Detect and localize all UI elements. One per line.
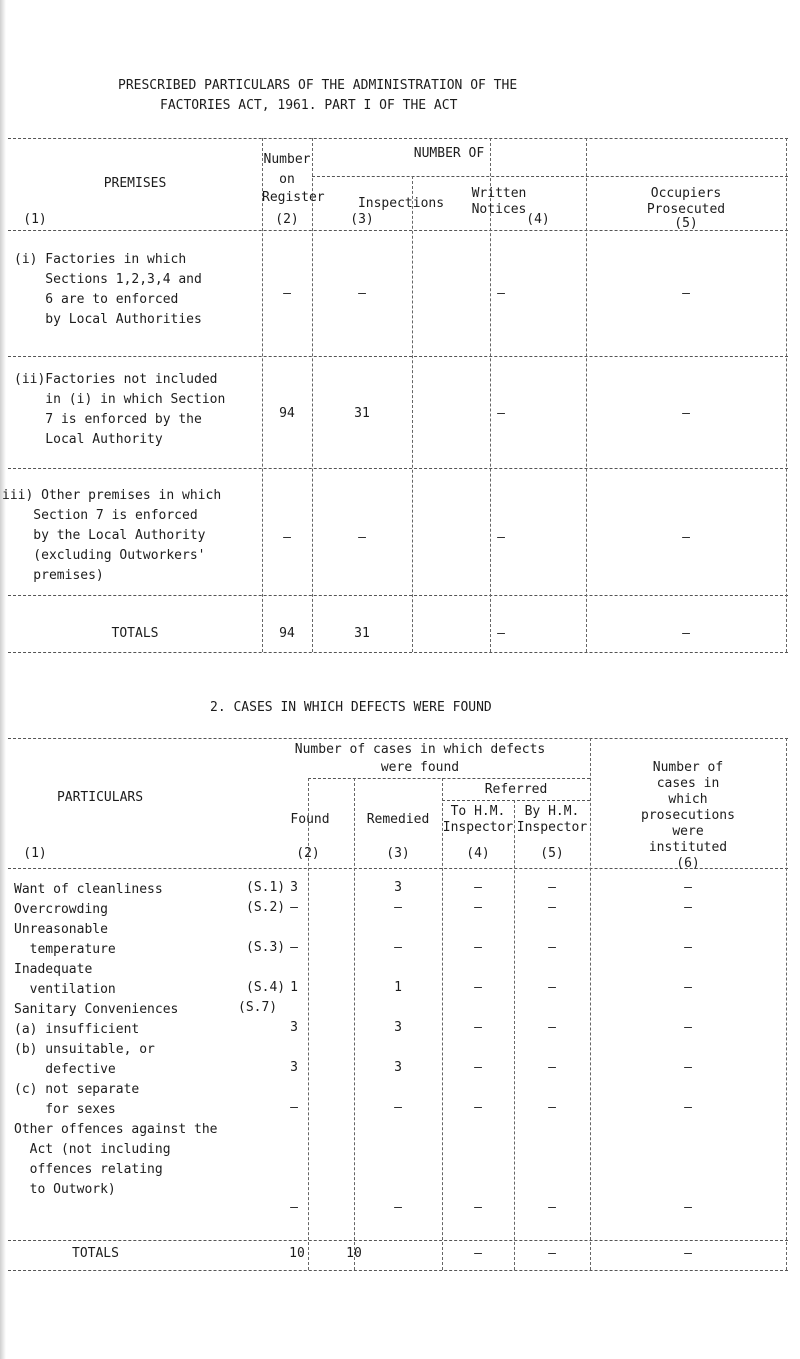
table2-row-label: Unreasonable temperature [14,922,116,957]
table1-group-underline [312,176,788,177]
col-header-occupiers-line1: Occupiers [650,186,722,201]
table1-row-label: (ii)Factories not included in (i) in which Section 7 is enforced by the Local Authority [14,372,226,447]
table2-cell-pros: – [684,980,692,995]
table1-row-divider [8,595,788,596]
table2-cell-pros: – [684,1060,692,1075]
col-num-to: (4) [466,846,490,861]
group-header-number-of: NUMBER OF [413,146,485,161]
table2-cell-found: – [290,900,298,915]
table1-total-notices: – [497,626,505,641]
table2-cell-found: – [290,940,298,955]
table2-cell-remedied: 3 [394,880,402,895]
table2-cell-to: – [474,1100,482,1115]
table2-cell-to: – [474,900,482,915]
group-header-line2: were found [380,760,460,775]
table2-cell-by: – [548,980,556,995]
col-num-pros: (6) [676,856,700,871]
table2-row-label: Sanitary Conveniences [14,1002,179,1017]
table2-row-section-ref: (S.4) [246,980,286,995]
table2-cell-remedied: – [394,1100,402,1115]
table2-cell-found: – [290,1200,298,1215]
group-header-line1: Number of cases in which defects [294,742,546,757]
page-title-line1: PRESCRIBED PARTICULARS OF THE ADMINISTRATION OF THE [118,78,518,93]
table2-total-found: 10 [289,1246,305,1261]
table1-cell-inspections: – [358,286,366,301]
table1-right-border [786,138,787,652]
table2-cell-by: – [548,900,556,915]
table2-row-section-ref: (S.2) [246,900,286,915]
table2-referred-underline [442,800,590,801]
table2-cell-found: 3 [290,880,298,895]
table1-cell-notices: – [497,530,505,545]
table2-cell-found: – [290,1100,298,1115]
col-header-to-line2: Inspector [442,820,514,835]
col-num-written: (4) [526,212,550,227]
table2-total-remedied: 10 [346,1246,362,1261]
col-header-premises: PREMISES [103,176,167,191]
table2-row-label: (a) insufficient [14,1022,140,1037]
table2-row-label: Inadequate ventilation [14,962,116,997]
col-num-inspections: (3) [350,212,374,227]
table1-row-divider [8,356,788,357]
table2-cell-to: – [474,980,482,995]
page-title-line2: FACTORIES ACT, 1961. PART I OF THE ACT [160,98,458,113]
table2-cell-by: – [548,880,556,895]
col-num-found: (2) [296,846,320,861]
table1-total-inspections: 31 [354,626,370,641]
table1-cell-notices: – [497,406,505,421]
table1-bottom-border [8,652,788,653]
table2-cell-to: – [474,1020,482,1035]
col-header-pros-line1: Number of [652,760,724,775]
col-num-register: (2) [275,212,299,227]
col-header-pros-line4: prosecutions [641,808,735,823]
table1-cell-register: 94 [279,406,295,421]
table2-row-label: (b) unsuitable, or defective [14,1042,155,1077]
col-num-premises: (1) [23,212,47,227]
table2-row-label: Other offences against the Act (not including offences relating to Outwork) [14,1122,218,1197]
table1-cell-register: – [283,530,291,545]
col-num-particulars: (1) [23,846,47,861]
table1-cell-inspections: 31 [354,406,370,421]
table1-totals-label: TOTALS [111,626,159,641]
col-header-by-line1: By H.M. [524,804,580,819]
table1-cell-notices: – [497,286,505,301]
col-header-pros-line6: instituted [648,840,728,855]
table2-bottom-border [8,1270,788,1271]
col-num-by: (5) [540,846,564,861]
table2-cell-remedied: – [394,1200,402,1215]
col-header-remedied: Remedied [366,812,430,827]
table1-total-prosecuted: – [682,626,690,641]
table2-cell-pros: – [684,880,692,895]
table2-totals-label: TOTALS [72,1246,119,1261]
table2-cell-to: – [474,1200,482,1215]
table2-cell-remedied: 3 [394,1060,402,1075]
col-header-by-line2: Inspector [516,820,588,835]
table2-cell-by: – [548,1100,556,1115]
table1-cell-prosecuted: – [682,286,690,301]
table2-cell-to: – [474,940,482,955]
col-header-number-line2: on [279,172,295,187]
col-header-particulars: PARTICULARS [56,790,144,805]
table1-cell-inspections: – [358,530,366,545]
table2-cell-remedied: – [394,940,402,955]
col-header-written-line2: Notices [471,202,527,217]
table2-right-border [786,738,787,1270]
col-header-pros-line3: which [668,792,708,807]
section2-title: 2. CASES IN WHICH DEFECTS WERE FOUND [210,700,492,715]
table2-cell-to: – [474,880,482,895]
table1-cell-prosecuted: – [682,406,690,421]
table2-row-section-ref: (S.3) [246,940,286,955]
table2-row-label: Overcrowding [14,902,108,917]
table2-row-section-ref: (S.7) [238,1000,278,1015]
table2-cell-found: 3 [290,1020,298,1035]
col-header-written-line1: Written [471,186,527,201]
col-num-remedied: (3) [386,846,410,861]
table1-top-border [8,138,788,139]
col-header-inspections: Inspections [357,196,445,211]
table2-row-label: Want of cleanliness [14,882,163,897]
table2-cell-pros: – [684,1020,692,1035]
table2-cell-remedied: 3 [394,1020,402,1035]
col-header-pros-line2: cases in [656,776,720,791]
table2-row-label: (c) not separate for sexes [14,1082,140,1117]
table2-cell-by: – [548,1200,556,1215]
table2-total-pros: – [684,1246,692,1261]
table1-row-label: (i) Factories in which Sections 1,2,3,4 and 6 are to enforced by Local Authorities [14,252,202,327]
table2-cell-pros: – [684,900,692,915]
table2-cell-by: – [548,1020,556,1035]
scan-edge-shadow [0,0,6,1359]
table1-cell-prosecuted: – [682,530,690,545]
table1-row-divider [8,468,788,469]
table2-cell-pros: – [684,1100,692,1115]
col-header-found: Found [290,812,330,827]
table1-cell-register: – [283,286,291,301]
table2-cell-pros: – [684,940,692,955]
table2-cell-remedied: – [394,900,402,915]
table2-cell-found: 3 [290,1060,298,1075]
table2-cell-found: 1 [290,980,298,995]
col-header-pros-line5: were [672,824,704,839]
table2-cell-by: – [548,940,556,955]
table2-top-border [8,738,788,739]
table2-cell-remedied: 1 [394,980,402,995]
table2-total-by: – [548,1246,556,1261]
table2-cell-by: – [548,1060,556,1075]
table2-cell-pros: – [684,1200,692,1215]
col-num-occupiers: (5) [674,216,698,231]
col-header-number-line1: Number [263,152,311,167]
table1-row-label: iii) Other premises in which Section 7 is enforced by the Local Authority (excluding Outworkers' premises) [2,488,222,583]
referred-header: Referred [484,782,548,797]
table2-total-to: – [474,1246,482,1261]
table2-row-section-ref: (S.1) [246,880,286,895]
table2-cell-to: – [474,1060,482,1075]
col-header-to-line1: To H.M. [450,804,506,819]
col-header-number-line3: Register [262,190,325,205]
table1-total-register: 94 [279,626,295,641]
col-header-occupiers-line2: Prosecuted [646,202,726,217]
table2-group-underline [308,778,590,779]
table2-totals-border [8,1240,788,1241]
